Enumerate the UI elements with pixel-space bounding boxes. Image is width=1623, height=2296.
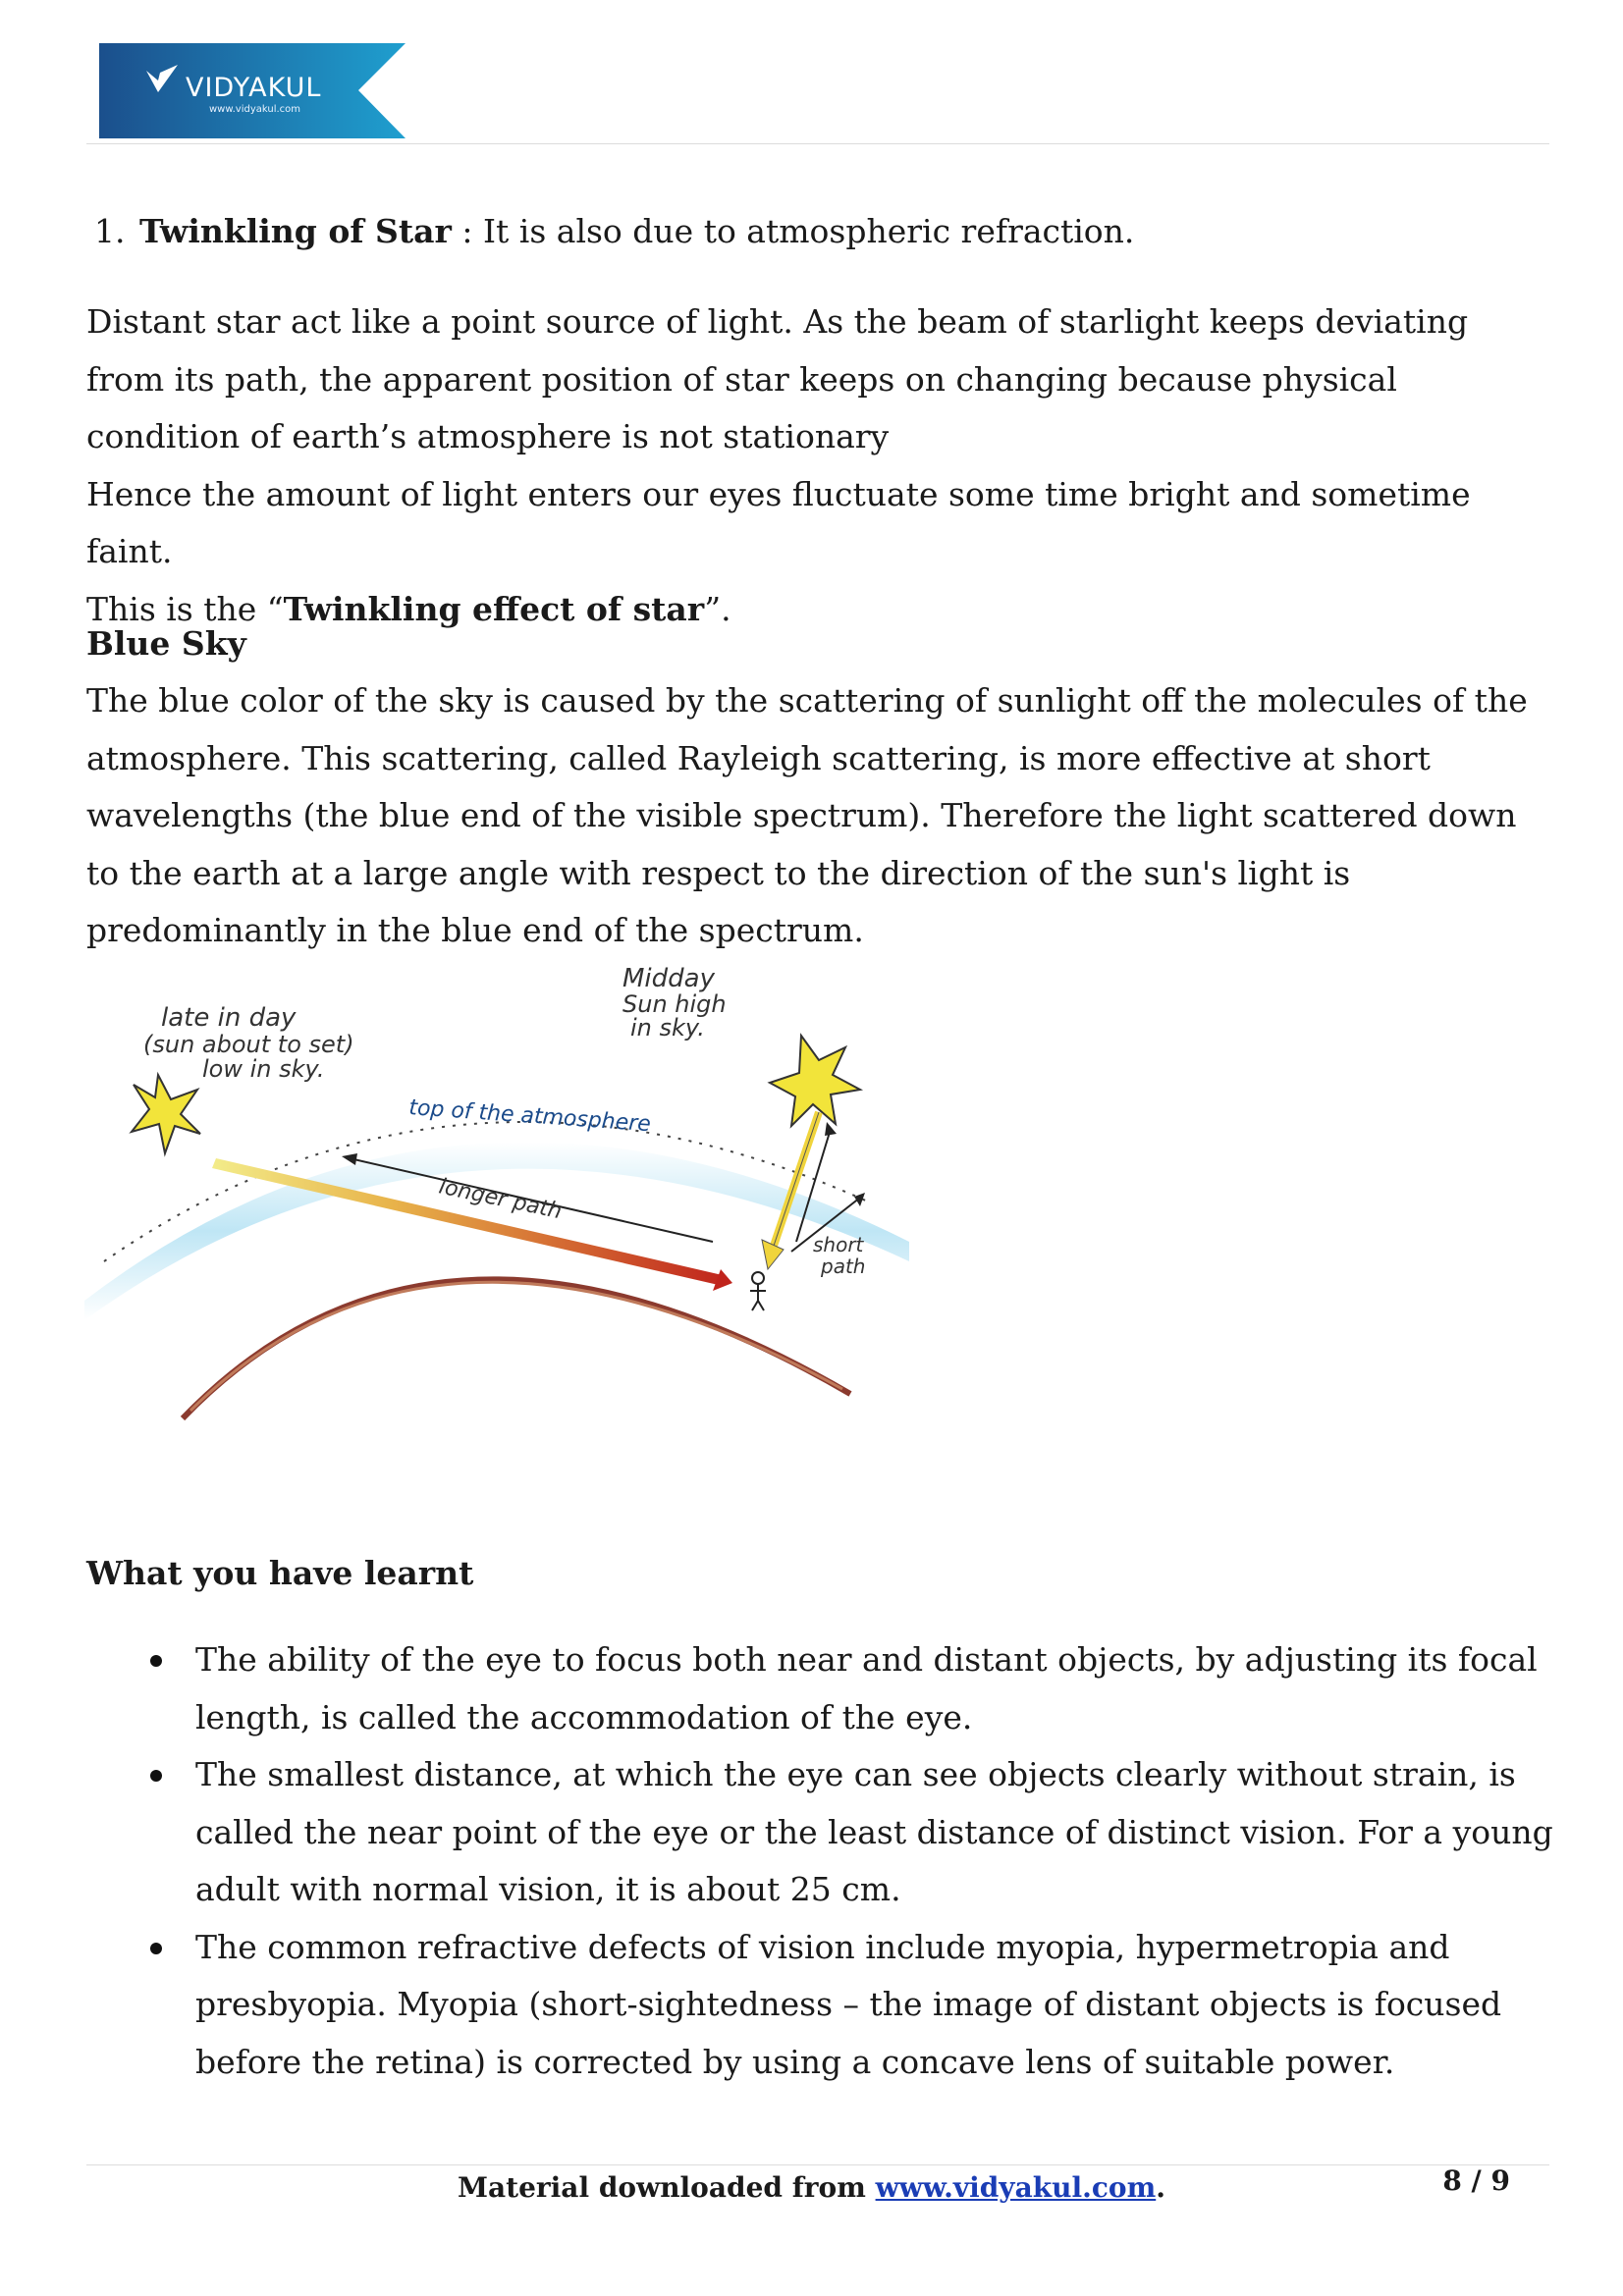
earth-surface: [183, 1279, 850, 1418]
logo-url: www.vidyakul.com: [209, 104, 301, 115]
list-item: The ability of the eye to focus both near and distant objects, by adjusting its focal length, is called the accommodation of the eye.: [86, 1631, 1559, 1746]
twinkling-title-rest: : It is also due to atmospheric refraction.: [451, 212, 1135, 250]
blue-sky-heading: Blue Sky: [86, 624, 246, 663]
label-late-2: (sun about to set): [143, 1031, 354, 1058]
label-longer-path: longer path: [436, 1174, 565, 1225]
page-number: 8 / 9: [1442, 2164, 1510, 2197]
learnt-list: [86, 1631, 1559, 2091]
vidyakul-link[interactable]: www.vidyakul.com: [875, 2171, 1157, 2204]
header-divider: [86, 143, 1549, 144]
list-number: 1.: [94, 212, 126, 250]
vidyakul-logo: [99, 43, 406, 138]
label-late-1: late in day: [161, 1003, 297, 1033]
label-midday-3: in sky.: [630, 1014, 705, 1041]
twinkling-para-2: Hence the amount of light enters our eyes fluctuate some time bright and sometime faint.: [86, 474, 1471, 570]
label-atmosphere: top of the atmosphere: [407, 1095, 652, 1138]
learnt-heading: What you have learnt: [86, 1554, 474, 1592]
blue-sky-body: [86, 672, 1549, 960]
label-late-3: low in sky.: [202, 1055, 325, 1083]
label-short-2: path: [821, 1255, 866, 1278]
footer: Material downloaded from www.vidyakul.com.: [458, 2171, 1165, 2204]
twinkling-para-1: Distant star act like a point source of light. As the beam of starlight keeps deviating from its path, the apparent position of star keeps on changing because physical condition of earth’s atmosphere is not stationary: [86, 302, 1469, 455]
twinkling-body: [86, 294, 1549, 638]
bullet-icon: [150, 1655, 162, 1667]
bullet-icon: [150, 1943, 162, 1954]
observer-figure: [750, 1272, 766, 1310]
label-midday-2: Sun high: [622, 990, 727, 1018]
twinkling-effect-term: Twinkling effect of star: [283, 589, 705, 628]
twinkling-item: [94, 203, 1134, 260]
twinkling-para-3: This is the “Twinkling effect of star”.: [86, 589, 731, 628]
bullet-icon: [150, 1770, 162, 1782]
label-short-1: short: [813, 1233, 864, 1256]
list-item: The common refractive defects of vision include myopia, hypermetropia and presbyopia. Myopia (short-sightedness – the image of distant objects is focused before the retina) is corrected by using a concave lens of suitable power.: [86, 1919, 1559, 2092]
low-sun-star: [132, 1075, 200, 1153]
logo-text: VIDYAKUL: [186, 73, 322, 103]
blue-sky-para: The blue color of the sky is caused by the scattering of sunlight off the molecules of the atmosphere. This scattering, called Rayleigh scattering, is more effective at short wavelengths (the blue end of the visible spectrum). Therefore the light scattered down to the earth at a large angle with respect to the direction of the sun's light is predominantly in the blue end of the spectrum.: [86, 681, 1528, 949]
label-midday-1: Midday: [622, 964, 715, 993]
footer-divider: [86, 2164, 1549, 2165]
list-item: The smallest distance, at which the eye can see objects clearly without strain, is called the near point of the eye or the least distance of distinct vision. For a young adult with normal vision, it is about 25 cm.: [86, 1746, 1559, 1919]
blue-sky-diagram: [84, 957, 919, 1428]
twinkling-title: Twinkling of Star: [139, 212, 452, 250]
scattering-illustration: [84, 957, 919, 1428]
